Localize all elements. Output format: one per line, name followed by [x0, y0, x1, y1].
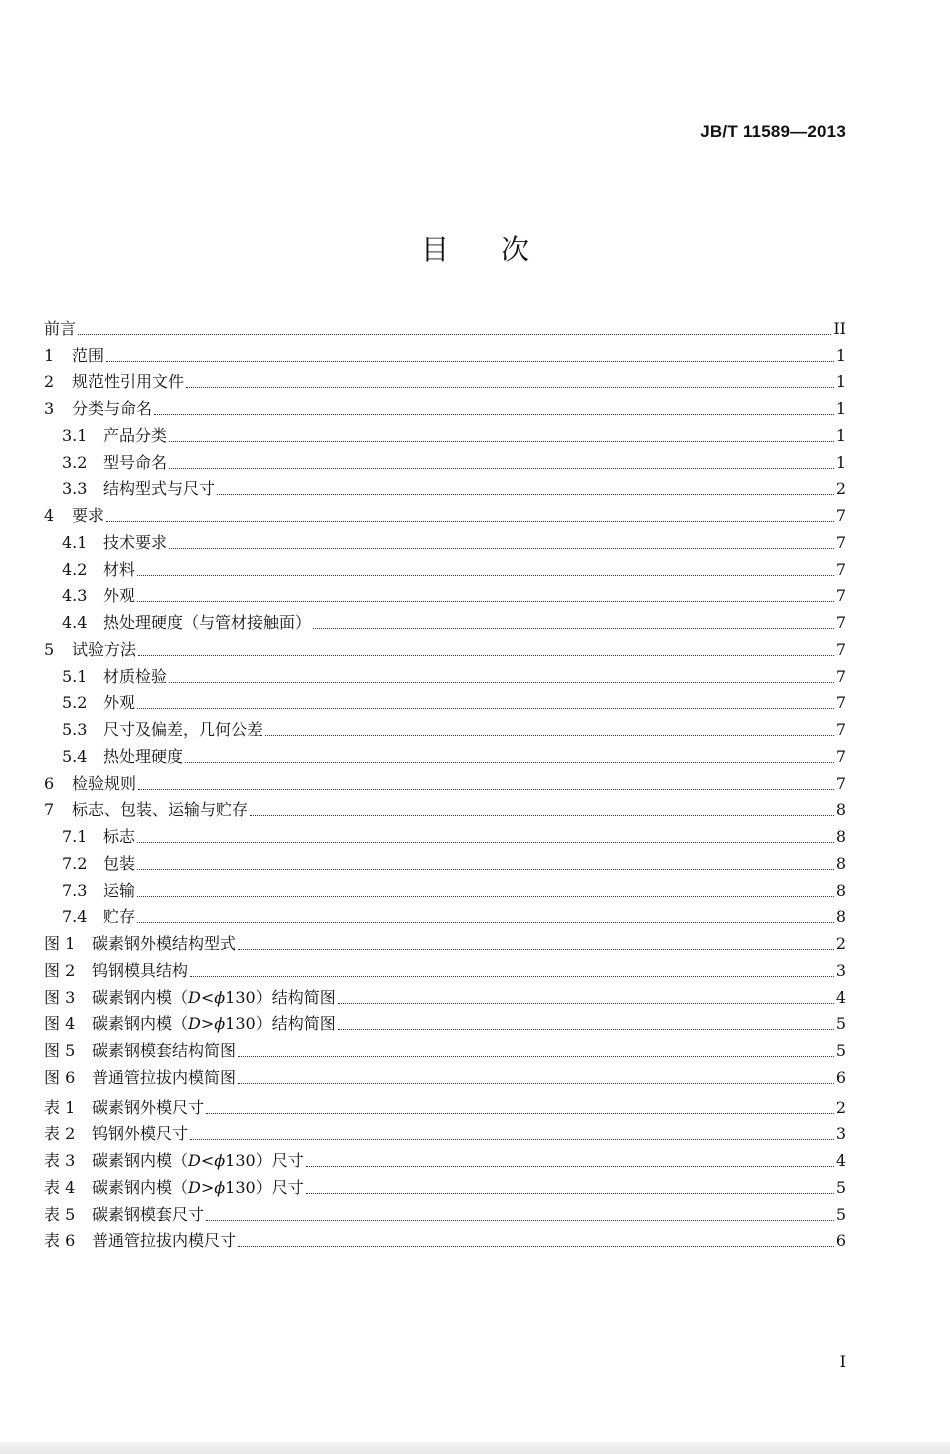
figure-label: 碳素钢内模（D>ϕ130）结构简图 — [92, 1014, 336, 1034]
toc-page: 8 — [835, 827, 846, 846]
table-number: 表 2 — [44, 1124, 76, 1144]
dot-leader — [206, 1220, 834, 1221]
toc-entry[interactable] — [44, 473, 846, 500]
dot-leader — [106, 521, 834, 522]
dot-leader — [106, 361, 834, 362]
figure-number: 图 2 — [44, 960, 76, 980]
toc-entry[interactable] — [44, 767, 846, 794]
toc-label: 材料 — [103, 559, 136, 579]
toc-page: 6 — [835, 1067, 846, 1087]
table-number: 表 5 — [44, 1204, 76, 1224]
table-number: 表 4 — [44, 1177, 76, 1197]
dot-leader — [137, 575, 834, 576]
dot-leader — [190, 976, 834, 977]
toc-label: 热处理硬度（与管材接触面） — [103, 613, 312, 632]
dot-leader — [313, 628, 834, 629]
toc-figure-entry[interactable] — [44, 954, 846, 981]
dot-leader — [137, 708, 834, 709]
toc-number: 3.2 — [62, 452, 88, 472]
toc-table-entry[interactable] — [44, 1118, 846, 1145]
page-title: 目次 — [420, 233, 581, 266]
dot-leader — [169, 441, 834, 442]
dot-leader — [169, 682, 834, 683]
standard-code: JB/T 11589—2013 — [700, 122, 846, 141]
toc-page: 8 — [835, 800, 846, 820]
figure-label: 碳素钢外模结构型式 — [92, 934, 237, 953]
toc-entry-foreword[interactable] — [44, 312, 846, 339]
toc-entry[interactable] — [44, 794, 846, 821]
toc-page: 1 — [835, 399, 846, 418]
dot-leader — [238, 1083, 834, 1084]
table-number: 表 3 — [44, 1151, 76, 1170]
toc-number: 2 — [44, 372, 55, 392]
toc-entry[interactable] — [44, 901, 846, 928]
toc-page: 1 — [835, 372, 846, 392]
toc-number: 7 — [44, 800, 55, 820]
toc-label: 包装 — [103, 853, 136, 873]
dot-leader — [306, 1193, 834, 1194]
dot-leader — [238, 1056, 834, 1057]
table-of-contents — [44, 312, 846, 1251]
toc-page: 5 — [835, 1204, 846, 1224]
dot-leader — [154, 414, 834, 415]
toc-label: 外观 — [103, 693, 136, 713]
figure-number: 图 1 — [44, 934, 76, 953]
toc-entry[interactable] — [44, 847, 846, 874]
toc-figure-entry[interactable] — [44, 1008, 846, 1035]
toc-page: 7 — [835, 693, 846, 713]
toc-number: 6 — [44, 773, 55, 793]
toc-page: 3 — [835, 960, 846, 980]
toc-page: 5 — [835, 1041, 846, 1060]
toc-entry[interactable] — [44, 392, 846, 419]
toc-number: 7.1 — [62, 827, 88, 846]
figure-label: 普通管拉拔内模简图 — [92, 1067, 237, 1087]
dot-leader — [169, 468, 834, 469]
toc-number: 4.2 — [62, 559, 88, 579]
toc-label: 试验方法 — [72, 639, 137, 659]
dot-leader — [169, 548, 834, 549]
dot-leader — [78, 334, 831, 335]
toc-number: 4 — [44, 506, 55, 525]
figure-label: 碳素钢内模（D<ϕ130）结构简图 — [92, 987, 336, 1007]
toc-figure-entry[interactable] — [44, 981, 846, 1008]
figure-number: 图 5 — [44, 1041, 76, 1060]
toc-label: 规范性引用文件 — [72, 372, 185, 392]
toc-entry[interactable] — [44, 820, 846, 847]
figure-number: 图 6 — [44, 1067, 76, 1087]
toc-number: 7.3 — [62, 880, 88, 900]
dot-leader — [265, 735, 834, 736]
toc-label: 前言 — [44, 318, 77, 338]
toc-number: 5 — [44, 639, 55, 659]
toc-page: 7 — [835, 639, 846, 659]
toc-number: 7.2 — [62, 853, 88, 873]
dot-leader — [338, 1029, 834, 1030]
toc-page: 8 — [835, 880, 846, 900]
page-bottom-edge — [0, 1442, 950, 1454]
table-number: 表 1 — [44, 1097, 76, 1117]
toc-label: 技术要求 — [103, 532, 168, 552]
toc-number: 4.3 — [62, 586, 88, 606]
table-label: 碳素钢模套尺寸 — [92, 1204, 205, 1224]
toc-label: 检验规则 — [72, 773, 137, 793]
dot-leader — [206, 1113, 834, 1114]
toc-page: 5 — [835, 1177, 846, 1197]
toc-table-entry[interactable] — [44, 1091, 846, 1118]
toc-entry[interactable] — [44, 606, 846, 633]
toc-entry[interactable] — [44, 339, 846, 366]
toc-page: 6 — [835, 1231, 846, 1251]
dot-leader — [238, 949, 834, 950]
toc-label: 尺寸及偏差，几何公差 — [103, 720, 264, 739]
toc-entry[interactable] — [44, 740, 846, 767]
toc-entry[interactable] — [44, 366, 846, 393]
toc-page: 8 — [835, 907, 846, 927]
dot-leader — [137, 842, 834, 843]
dot-leader — [138, 789, 834, 790]
toc-page: 7 — [835, 746, 846, 766]
toc-label: 结构型式与尺寸 — [103, 479, 216, 499]
toc-number: 5.3 — [62, 720, 88, 739]
table-label: 普通管拉拔内模尺寸 — [92, 1231, 237, 1251]
toc-label: 外观 — [103, 586, 136, 606]
toc-page: 3 — [835, 1124, 846, 1144]
toc-label: 运输 — [103, 880, 136, 900]
toc-label: 范围 — [72, 345, 105, 365]
toc-page: 7 — [835, 559, 846, 579]
toc-page: 7 — [835, 532, 846, 552]
toc-page: 7 — [835, 586, 846, 606]
toc-page: 5 — [835, 1014, 846, 1034]
dot-leader — [137, 601, 834, 602]
dot-leader — [250, 815, 834, 816]
figure-number: 图 3 — [44, 987, 76, 1007]
toc-label: 要求 — [72, 506, 105, 525]
toc-entry[interactable] — [44, 446, 846, 473]
toc-page: 8 — [835, 853, 846, 873]
toc-label: 贮存 — [103, 907, 136, 927]
toc-page: 7 — [835, 506, 846, 525]
toc-figure-entry[interactable] — [44, 1034, 846, 1061]
toc-page: 4 — [835, 987, 846, 1007]
toc-number: 7.4 — [62, 907, 88, 927]
toc-number: 1 — [44, 345, 55, 365]
figure-number: 图 4 — [44, 1014, 76, 1034]
toc-page: II — [833, 318, 846, 338]
table-label: 碳素钢内模（D<ϕ130）尺寸 — [92, 1151, 304, 1170]
toc-entry[interactable] — [44, 526, 846, 553]
toc-page: 7 — [835, 720, 846, 739]
dot-leader — [238, 1246, 834, 1247]
toc-entry[interactable] — [44, 660, 846, 687]
toc-label: 产品分类 — [103, 425, 168, 445]
toc-page: 7 — [835, 613, 846, 632]
dot-leader — [217, 494, 834, 495]
toc-number: 5.4 — [62, 746, 88, 766]
dot-leader — [137, 922, 834, 923]
toc-figure-entry[interactable] — [44, 927, 846, 954]
dot-leader — [186, 387, 834, 388]
toc-label: 标志 — [103, 827, 136, 846]
dot-leader — [137, 896, 834, 897]
toc-table-entry[interactable] — [44, 1225, 846, 1252]
toc-page: 1 — [835, 345, 846, 365]
toc-entry[interactable] — [44, 713, 846, 740]
page-number: I — [839, 1352, 846, 1371]
toc-number: 5.1 — [62, 666, 88, 686]
toc-label: 标志、包装、运输与贮存 — [72, 800, 249, 820]
toc-table-entry[interactable] — [44, 1144, 846, 1171]
toc-page: 2 — [835, 1097, 846, 1117]
dot-leader — [138, 655, 834, 656]
toc-page: 2 — [835, 479, 846, 499]
toc-number: 4.1 — [62, 532, 88, 552]
table-number: 表 6 — [44, 1231, 76, 1251]
toc-number: 5.2 — [62, 693, 88, 713]
toc-entry[interactable] — [44, 874, 846, 901]
toc-entry[interactable] — [44, 687, 846, 714]
toc-table-entry[interactable] — [44, 1198, 846, 1225]
toc-page: 7 — [835, 666, 846, 686]
toc-page: 1 — [835, 452, 846, 472]
toc-entry[interactable] — [44, 580, 846, 607]
toc-entry[interactable] — [44, 499, 846, 526]
toc-page: 7 — [835, 773, 846, 793]
figure-label: 碳素钢模套结构简图 — [92, 1041, 237, 1060]
toc-page: 2 — [835, 934, 846, 953]
toc-table-entry[interactable] — [44, 1171, 846, 1198]
toc-number: 4.4 — [62, 613, 88, 632]
dot-leader — [190, 1139, 834, 1140]
toc-label: 材质检验 — [103, 666, 168, 686]
toc-entry[interactable] — [44, 419, 846, 446]
dot-leader — [137, 869, 834, 870]
dot-leader — [185, 762, 834, 763]
toc-page: 1 — [835, 425, 846, 445]
table-label: 碳素钢内模（D>ϕ130）尺寸 — [92, 1177, 304, 1197]
toc-label: 型号命名 — [103, 452, 168, 472]
toc-number: 3.1 — [62, 425, 88, 445]
toc-entry[interactable] — [44, 553, 846, 580]
toc-entry[interactable] — [44, 633, 846, 660]
figure-label: 钨钢模具结构 — [92, 960, 189, 980]
dot-leader — [306, 1166, 834, 1167]
toc-label: 分类与命名 — [72, 399, 153, 418]
toc-label: 热处理硬度 — [103, 746, 184, 766]
toc-page: 4 — [835, 1151, 846, 1170]
table-label: 碳素钢外模尺寸 — [92, 1097, 205, 1117]
toc-number: 3.3 — [62, 479, 88, 499]
dot-leader — [338, 1003, 834, 1004]
toc-figure-entry[interactable] — [44, 1061, 846, 1088]
table-label: 钨钢外模尺寸 — [92, 1124, 189, 1144]
toc-number: 3 — [44, 399, 55, 418]
